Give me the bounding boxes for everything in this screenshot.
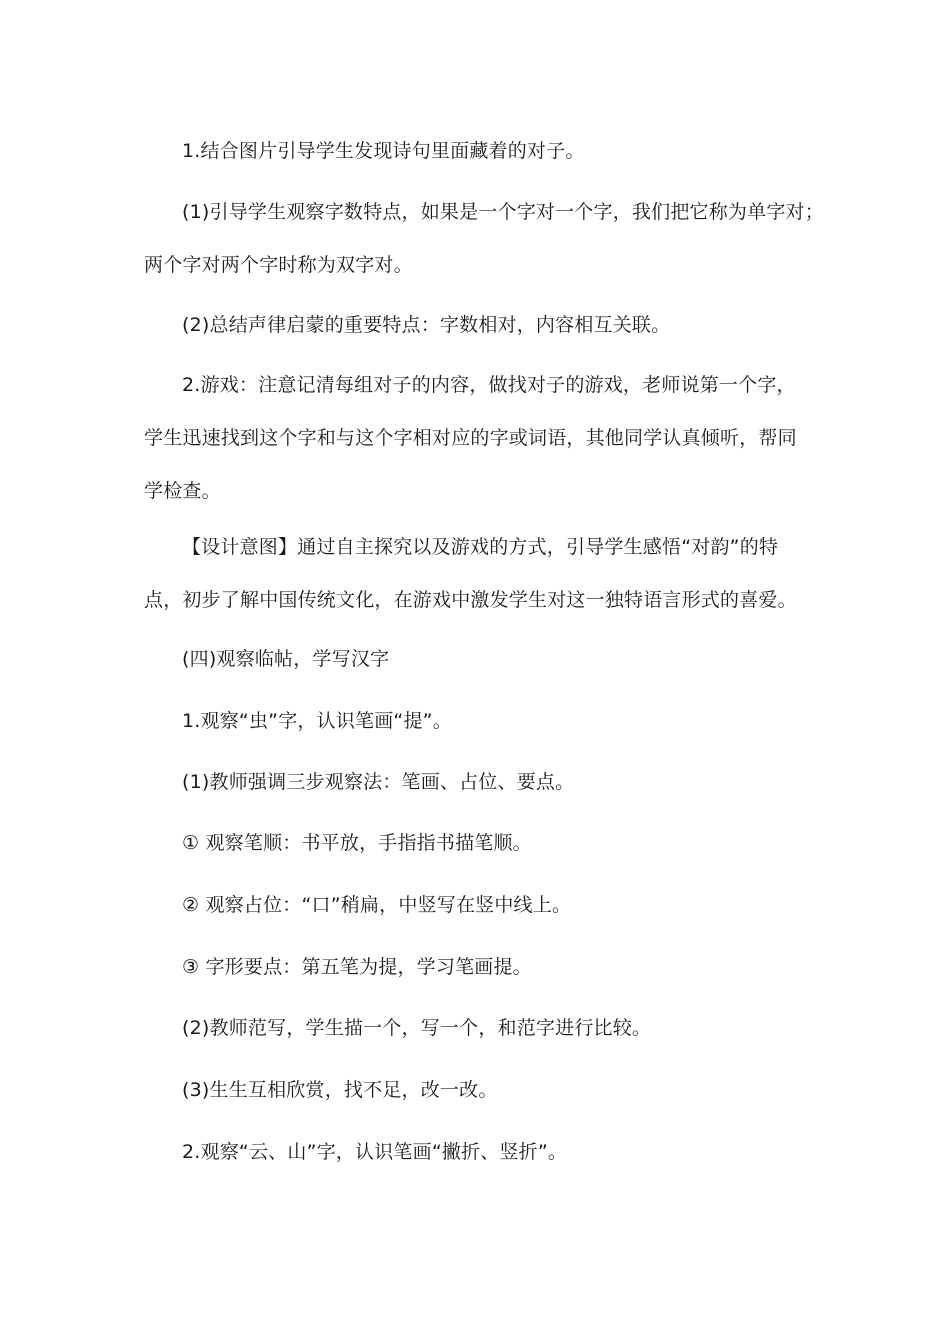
text-line: (1)教师强调三步观察法：笔画、占位、要点。	[182, 771, 575, 793]
paragraph-observe-yun-shan	[144, 1137, 812, 1167]
text-line: ② 观察占位：“口”稍扁，中竖写在竖中线上。	[182, 894, 572, 916]
text-line: 1.结合图片引导学生发现诗句里面藏着的对子。	[182, 140, 585, 162]
text-line: (1)引导学生观察字数特点，如果是一个字对一个字，我们把它称为单字对；	[182, 201, 824, 223]
text-line: 两个字对两个字时称为双字对。	[144, 254, 413, 276]
text-line: 【设计意图】通过自主探究以及游戏的方式，引导学生感悟“对韵”的特	[182, 536, 779, 558]
text-line: 学生迅速找到这个字和与这个字相对应的字或词语，其他同学认真倾听，帮同	[144, 427, 797, 449]
paragraph-teacher-demo	[144, 1013, 812, 1043]
text-line: (3)生生互相欣赏，找不足，改一改。	[182, 1079, 498, 1101]
paragraph-peer-review	[144, 1075, 812, 1105]
paragraph-observe-chong	[144, 706, 812, 736]
text-line: 点，初步了解中国传统文化，在游戏中激发学生对这一独特语言形式的喜爱。	[144, 589, 797, 611]
text-line: 1.观察“虫”字，认识笔画“提”。	[182, 710, 452, 732]
paragraph-step-three	[144, 952, 812, 982]
paragraph-step-one	[144, 828, 812, 858]
paragraph-intro-task	[144, 136, 812, 166]
paragraph-game	[144, 370, 812, 506]
section-heading	[144, 644, 812, 674]
paragraph-three-steps	[144, 767, 812, 797]
text-line: 2.观察“云、山”字，认识笔画“撇折、竖折”。	[182, 1141, 568, 1163]
paragraph-step-two	[144, 890, 812, 920]
paragraph-summary	[144, 310, 812, 340]
text-line: ① 观察笔顺：书平放，手指指书描笔顺。	[182, 832, 532, 854]
text-line: (2)总结声律启蒙的重要特点：字数相对，内容相互关联。	[182, 314, 671, 336]
text-line: (四)观察临帖，学写汉字	[182, 648, 390, 670]
text-line: ③ 字形要点：第五笔为提，学习笔画提。	[182, 956, 532, 978]
text-line: 学检查。	[144, 480, 221, 502]
text-line: (2)教师范写，学生描一个，写一个，和范字进行比较。	[182, 1017, 652, 1039]
paragraph-design-intent	[144, 532, 812, 615]
text-line: 2.游戏：注意记清每组对子的内容，做找对子的游戏，老师说第一个字，	[182, 374, 796, 396]
paragraph-word-count	[144, 197, 824, 280]
